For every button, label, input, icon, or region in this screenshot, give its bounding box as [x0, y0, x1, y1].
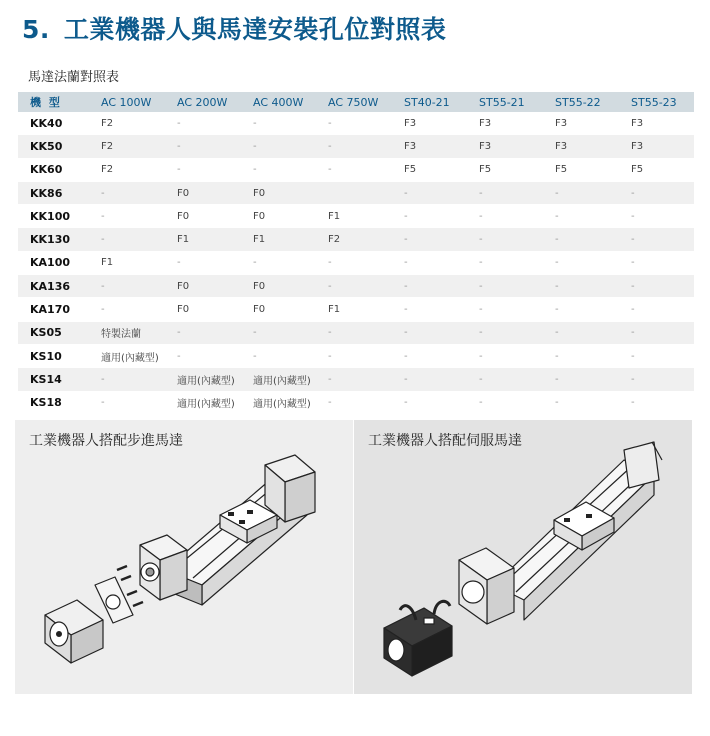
flange-cell: -	[549, 368, 625, 391]
model-cell: KA170	[18, 298, 95, 321]
model-cell: KK100	[18, 205, 95, 228]
model-cell: KS05	[18, 321, 95, 344]
table-row	[18, 228, 694, 251]
flange-cell: 適用(內藏型)	[247, 391, 322, 414]
servo-panel	[354, 420, 692, 694]
flange-cell: -	[549, 321, 625, 344]
flange-cell: -	[171, 344, 247, 367]
flange-cell: -	[95, 298, 171, 321]
model-cell: KS14	[18, 368, 95, 391]
flange-cell: F5	[473, 158, 549, 181]
flange-cell: -	[322, 251, 398, 274]
flange-cell: -	[171, 321, 247, 344]
flange-cell: -	[398, 205, 473, 228]
flange-cell: -	[247, 158, 322, 181]
flange-cell: -	[95, 391, 171, 414]
model-cell: KK86	[18, 181, 95, 204]
flange-cell: -	[625, 228, 694, 251]
flange-cell: F2	[95, 158, 171, 181]
flange-cell: -	[171, 135, 247, 158]
model-cell: KK60	[18, 158, 95, 181]
flange-cell: -	[549, 228, 625, 251]
table-row	[18, 251, 694, 274]
flange-cell: F3	[473, 135, 549, 158]
table-header-row	[18, 92, 694, 112]
flange-cell: -	[473, 181, 549, 204]
flange-cell: -	[549, 391, 625, 414]
table-body	[18, 112, 694, 414]
table-row	[18, 391, 694, 414]
flange-cell: -	[322, 344, 398, 367]
flange-cell: -	[473, 205, 549, 228]
table-row	[18, 181, 694, 204]
section-heading	[22, 10, 446, 46]
flange-cell: F2	[322, 228, 398, 251]
flange-cell: F0	[171, 275, 247, 298]
linear-module-drawing	[45, 455, 315, 663]
flange-cell: F0	[247, 205, 322, 228]
table-row	[18, 368, 694, 391]
column-header: AC 200W	[171, 92, 247, 112]
model-cell: KS10	[18, 344, 95, 367]
table-caption: 馬達法蘭對照表	[28, 70, 120, 85]
flange-cell: F0	[171, 298, 247, 321]
flange-cell: 適用(內藏型)	[171, 391, 247, 414]
flange-cell: -	[95, 275, 171, 298]
flange-cell: -	[625, 298, 694, 321]
flange-cell: -	[398, 228, 473, 251]
flange-cell: 特製法蘭	[95, 321, 171, 344]
table-row	[18, 275, 694, 298]
stepper-panel-title: 工業機器人搭配步進馬達	[29, 433, 183, 449]
flange-cell: -	[625, 275, 694, 298]
flange-cell: -	[549, 251, 625, 274]
flange-cell: -	[322, 112, 398, 135]
model-cell: KK50	[18, 135, 95, 158]
column-header: AC 750W	[322, 92, 398, 112]
flange-cell: -	[625, 344, 694, 367]
flange-cell: F0	[247, 298, 322, 321]
stepper-panel	[15, 420, 353, 694]
flange-cell: -	[473, 275, 549, 298]
flange-cell: F1	[247, 228, 322, 251]
flange-cell: -	[95, 368, 171, 391]
column-header: ST55-21	[473, 92, 549, 112]
flange-cell: -	[171, 251, 247, 274]
flange-cell: -	[247, 135, 322, 158]
flange-cell: -	[473, 344, 549, 367]
flange-cell: -	[473, 298, 549, 321]
flange-cell: -	[398, 368, 473, 391]
flange-cell: -	[625, 251, 694, 274]
table-row	[18, 205, 694, 228]
section-title: 工業機器人與馬達安裝孔位對照表	[63, 15, 447, 44]
linear-module-drawing	[384, 442, 662, 676]
flange-cell: -	[625, 181, 694, 204]
flange-cell: F5	[398, 158, 473, 181]
stepper-illustration	[15, 420, 353, 694]
flange-cell: 適用(內藏型)	[247, 368, 322, 391]
column-header: ST55-22	[549, 92, 625, 112]
flange-cell: -	[247, 344, 322, 367]
flange-cell	[322, 181, 398, 204]
flange-cell: -	[247, 251, 322, 274]
flange-cell: F0	[171, 181, 247, 204]
flange-cell: F0	[247, 275, 322, 298]
column-header: AC 100W	[95, 92, 171, 112]
flange-cell: -	[473, 228, 549, 251]
flange-cell: -	[625, 205, 694, 228]
flange-cell: -	[95, 205, 171, 228]
model-cell: KK40	[18, 112, 95, 135]
flange-cell: F3	[549, 135, 625, 158]
flange-cell: -	[398, 321, 473, 344]
flange-cell: F5	[549, 158, 625, 181]
flange-cell: -	[549, 181, 625, 204]
flange-cell: 適用(內藏型)	[95, 344, 171, 367]
flange-cell: F1	[95, 251, 171, 274]
flange-cell: -	[95, 228, 171, 251]
flange-cell: F3	[549, 112, 625, 135]
flange-cell: -	[473, 251, 549, 274]
servo-panel-title: 工業機器人搭配伺服馬達	[368, 433, 522, 449]
flange-cell: -	[473, 391, 549, 414]
flange-cell: F3	[398, 135, 473, 158]
column-header: 機 型	[18, 92, 95, 112]
flange-cell: -	[322, 368, 398, 391]
flange-cell: -	[171, 158, 247, 181]
column-header: ST55-23	[625, 92, 694, 112]
flange-cell: -	[398, 298, 473, 321]
model-cell: KS18	[18, 391, 95, 414]
flange-cell: -	[398, 251, 473, 274]
model-cell: KK130	[18, 228, 95, 251]
model-cell: KA100	[18, 251, 95, 274]
flange-cell: F0	[247, 181, 322, 204]
flange-cell: -	[549, 298, 625, 321]
flange-cell: -	[625, 391, 694, 414]
flange-cell: -	[549, 205, 625, 228]
flange-cell: F5	[625, 158, 694, 181]
flange-cell: -	[247, 112, 322, 135]
flange-table	[18, 92, 694, 415]
flange-cell: F0	[171, 205, 247, 228]
column-header: AC 400W	[247, 92, 322, 112]
flange-cell: -	[549, 275, 625, 298]
flange-cell: -	[322, 275, 398, 298]
flange-cell: -	[398, 344, 473, 367]
flange-cell: F1	[322, 205, 398, 228]
flange-cell: -	[549, 344, 625, 367]
flange-cell: -	[95, 181, 171, 204]
flange-cell: F3	[473, 112, 549, 135]
table-row	[18, 135, 694, 158]
flange-cell: -	[398, 275, 473, 298]
flange-cell: -	[473, 368, 549, 391]
flange-cell: 適用(內藏型)	[171, 368, 247, 391]
table-row	[18, 298, 694, 321]
flange-cell: F2	[95, 112, 171, 135]
flange-cell: -	[247, 321, 322, 344]
column-header: ST40-21	[398, 92, 473, 112]
table-row	[18, 321, 694, 344]
section-number: 5.	[22, 15, 50, 44]
flange-cell: F3	[625, 112, 694, 135]
flange-cell: -	[398, 391, 473, 414]
servo-illustration	[354, 420, 692, 694]
flange-cell: -	[473, 321, 549, 344]
flange-cell: -	[322, 321, 398, 344]
model-cell: KA136	[18, 275, 95, 298]
flange-cell: F3	[625, 135, 694, 158]
flange-cell: -	[625, 368, 694, 391]
flange-cell: -	[322, 158, 398, 181]
table-row	[18, 112, 694, 135]
flange-cell: -	[322, 135, 398, 158]
table-row	[18, 158, 694, 181]
flange-cell: F1	[322, 298, 398, 321]
table-row	[18, 344, 694, 367]
flange-cell: -	[322, 391, 398, 414]
flange-cell: -	[171, 112, 247, 135]
flange-cell: -	[625, 321, 694, 344]
flange-cell: F2	[95, 135, 171, 158]
flange-cell: F1	[171, 228, 247, 251]
flange-cell: -	[398, 181, 473, 204]
flange-cell: F3	[398, 112, 473, 135]
